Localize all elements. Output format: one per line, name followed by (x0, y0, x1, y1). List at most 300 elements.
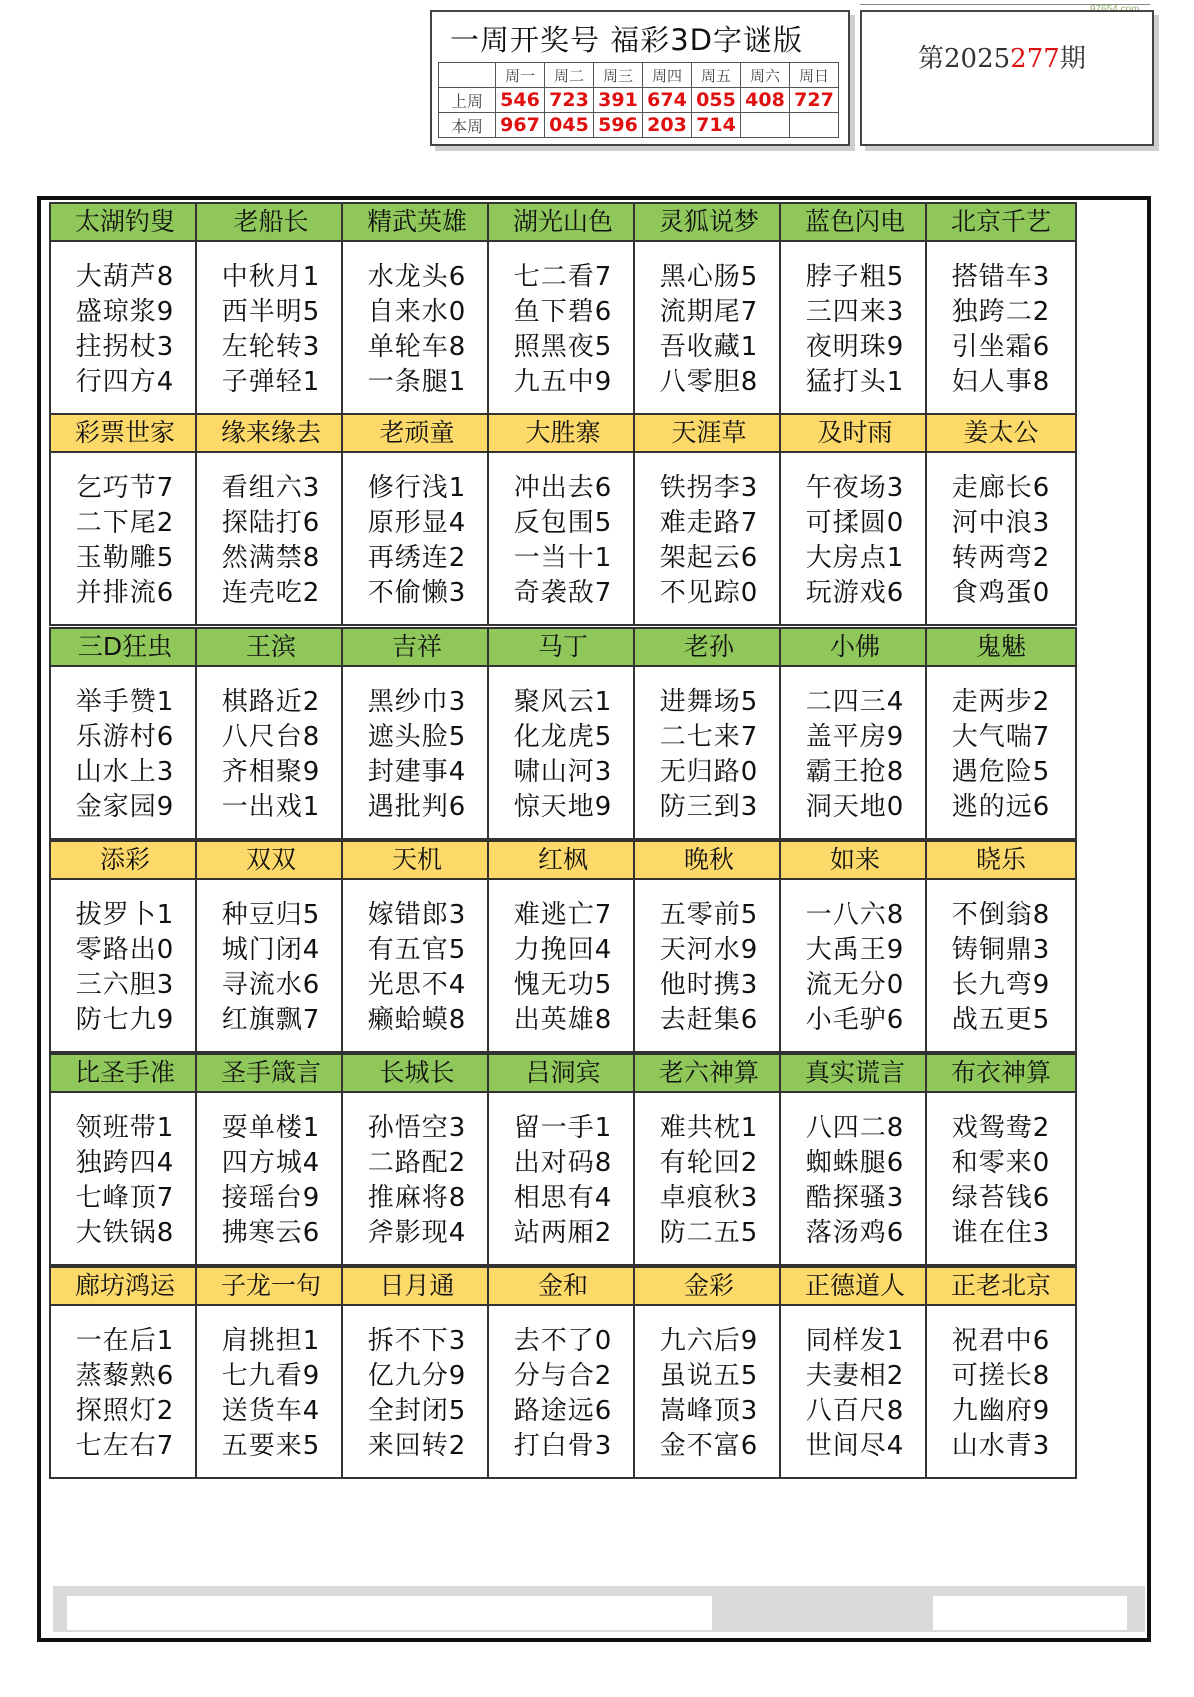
riddle-card-title: 添彩 (49, 840, 201, 880)
riddle-card-body (925, 1304, 1077, 1479)
riddle-line: 孙悟空3 (367, 1113, 467, 1143)
riddle-card (341, 413, 493, 626)
riddle-card (195, 413, 347, 626)
riddle-line: 猛打头1 (805, 367, 905, 397)
riddle-line: 举手赞1 (75, 687, 175, 717)
riddle-line: 引坐霜6 (951, 332, 1051, 362)
riddle-card-title: 王滨 (195, 627, 347, 667)
riddle-card-title: 蓝色闪电 (779, 202, 931, 242)
riddle-line: 虽说五5 (659, 1361, 759, 1391)
riddle-line: 脖子粗5 (805, 262, 905, 292)
riddle-line: 四方城4 (221, 1148, 321, 1178)
riddle-line: 聚风云1 (513, 687, 613, 717)
riddle-card-body (195, 878, 347, 1053)
riddle-line: 玉勒雕5 (75, 543, 175, 573)
riddle-card-title: 鬼魅 (925, 627, 1077, 667)
riddle-card (49, 413, 201, 626)
riddle-line: 难共枕1 (659, 1113, 759, 1143)
riddle-card (633, 627, 785, 840)
riddle-line: 夜明珠9 (805, 332, 905, 362)
riddle-card-title: 晚秋 (633, 840, 785, 880)
riddle-card (341, 1266, 493, 1479)
riddle-line: 霸王抢8 (805, 757, 905, 787)
riddle-line: 二四三4 (805, 687, 905, 717)
footer-blank-right (933, 1596, 1127, 1630)
riddle-card (49, 202, 201, 415)
riddle-card-body (49, 240, 201, 415)
riddle-card-title: 子龙一句 (195, 1266, 347, 1306)
riddle-card (925, 413, 1077, 626)
draw-number: 714 (692, 113, 741, 138)
riddle-line: 戏鸳鸯2 (951, 1113, 1051, 1143)
riddle-line: 蜘蛛腿6 (805, 1148, 905, 1178)
riddle-card-body (49, 1304, 201, 1479)
riddle-line: 送货车4 (221, 1396, 321, 1426)
riddle-line: 和零来0 (951, 1148, 1051, 1178)
riddle-card-body (487, 1304, 639, 1479)
riddle-line: 打白骨3 (513, 1431, 613, 1461)
draw-number: 391 (594, 88, 643, 113)
riddle-card (195, 1266, 347, 1479)
riddle-card-body (341, 1091, 493, 1266)
riddle-card-title: 红枫 (487, 840, 639, 880)
riddle-line: 卓痕秋3 (659, 1183, 759, 1213)
riddle-line: 探照灯2 (75, 1396, 175, 1426)
riddle-line: 红旗飘7 (221, 1005, 321, 1035)
draw-number: 596 (594, 113, 643, 138)
riddle-line: 九五中9 (513, 367, 613, 397)
riddle-card-body (341, 451, 493, 626)
weekly-draw-table (438, 62, 839, 138)
riddle-card (341, 840, 493, 1053)
day-label: 周六 (741, 63, 790, 88)
riddle-card (49, 1053, 201, 1266)
riddle-card-title: 双双 (195, 840, 347, 880)
riddle-line: 不倒翁8 (951, 900, 1051, 930)
riddle-card (633, 1053, 785, 1266)
riddle-card (195, 202, 347, 415)
riddle-card-body (779, 878, 931, 1053)
riddle-card-title: 比圣手准 (49, 1053, 201, 1093)
riddle-line: 大葫芦8 (75, 262, 175, 292)
riddle-card-body (195, 240, 347, 415)
riddle-line: 惊天地9 (513, 792, 613, 822)
riddle-line: 世间尽4 (805, 1431, 905, 1461)
riddle-line: 子弹轻1 (221, 367, 321, 397)
riddle-line: 走廊长6 (951, 473, 1051, 503)
draw-number: 723 (545, 88, 594, 113)
riddle-card-title: 老顽童 (341, 413, 493, 453)
riddle-card-title: 如来 (779, 840, 931, 880)
riddle-card-body (633, 665, 785, 840)
riddle-line: 出英雄8 (513, 1005, 613, 1035)
riddle-line: 玩游戏6 (805, 578, 905, 608)
riddle-line: 接瑶台9 (221, 1183, 321, 1213)
riddle-line: 落汤鸡6 (805, 1218, 905, 1248)
riddle-line: 推麻将8 (367, 1183, 467, 1213)
riddle-card-body (49, 1091, 201, 1266)
riddle-line: 七九看9 (221, 1361, 321, 1391)
riddle-line: 黑纱巾3 (367, 687, 467, 717)
riddle-card-title: 吕洞宾 (487, 1053, 639, 1093)
riddle-card-title: 长城长 (341, 1053, 493, 1093)
riddle-card-title: 灵狐说梦 (633, 202, 785, 242)
day-header-row (439, 63, 839, 88)
riddle-card-title: 太湖钓叟 (49, 202, 201, 242)
riddle-line: 封建事4 (367, 757, 467, 787)
draw-number: 546 (496, 88, 545, 113)
riddle-line: 站两厢2 (513, 1218, 613, 1248)
this-week-row (439, 113, 839, 138)
riddle-line: 中秋月1 (221, 262, 321, 292)
riddle-line: 出对码8 (513, 1148, 613, 1178)
riddle-line: 七二看7 (513, 262, 613, 292)
riddle-line: 祝君中6 (951, 1326, 1051, 1356)
riddle-line: 大禹王9 (805, 935, 905, 965)
riddle-line: 看组六3 (221, 473, 321, 503)
riddle-line: 长九弯9 (951, 970, 1051, 1000)
riddle-card (925, 627, 1077, 840)
riddle-card-body (925, 665, 1077, 840)
riddle-card-title: 北京千艺 (925, 202, 1077, 242)
riddle-line: 有五官5 (367, 935, 467, 965)
riddle-card-title: 天机 (341, 840, 493, 880)
riddle-card (487, 413, 639, 626)
riddle-card (779, 1053, 931, 1266)
riddle-line: 八尺台8 (221, 722, 321, 752)
riddle-card-title: 真实谎言 (779, 1053, 931, 1093)
riddle-line: 酷探骚3 (805, 1183, 905, 1213)
riddle-line: 寻流水6 (221, 970, 321, 1000)
riddle-line: 河中浪3 (951, 508, 1051, 538)
riddle-card-body (779, 1304, 931, 1479)
issue-prefix: 第2025 (918, 44, 1011, 74)
riddle-card-body (925, 878, 1077, 1053)
riddle-line: 难走路7 (659, 508, 759, 538)
riddle-line: 有轮回2 (659, 1148, 759, 1178)
riddle-line: 盖平房9 (805, 722, 905, 752)
riddle-card (341, 1053, 493, 1266)
draw-number (741, 113, 790, 138)
day-label: 周三 (594, 63, 643, 88)
riddle-card-title: 吉祥 (341, 627, 493, 667)
riddle-line: 九六后9 (659, 1326, 759, 1356)
riddle-line: 去赶集6 (659, 1005, 759, 1035)
riddle-card (925, 1266, 1077, 1479)
riddle-card-title: 姜太公 (925, 413, 1077, 453)
riddle-line: 洞天地0 (805, 792, 905, 822)
riddle-line: 可揉圆0 (805, 508, 905, 538)
riddle-card-body (487, 240, 639, 415)
riddle-line: 亿九分9 (367, 1361, 467, 1391)
draw-number: 967 (496, 113, 545, 138)
riddle-line: 城门闭4 (221, 935, 321, 965)
riddle-line: 小毛驴6 (805, 1005, 905, 1035)
divider-line (860, 4, 1150, 5)
riddle-line: 无归路0 (659, 757, 759, 787)
riddle-card-body (779, 451, 931, 626)
riddle-card-body (487, 1091, 639, 1266)
riddle-card-body (633, 1091, 785, 1266)
riddle-card-title: 圣手箴言 (195, 1053, 347, 1093)
riddle-line: 夫妻相2 (805, 1361, 905, 1391)
riddle-card-body (49, 878, 201, 1053)
riddle-line: 照黑夜5 (513, 332, 613, 362)
riddle-line: 难逃亡7 (513, 900, 613, 930)
riddle-card (487, 1266, 639, 1479)
riddle-line: 分与合2 (513, 1361, 613, 1391)
riddle-line: 路途远6 (513, 1396, 613, 1426)
riddle-line: 再绣连2 (367, 543, 467, 573)
riddle-card-title: 天涯草 (633, 413, 785, 453)
riddle-line: 独跨二2 (951, 297, 1051, 327)
riddle-line: 修行浅1 (367, 473, 467, 503)
riddle-card-body (779, 240, 931, 415)
riddle-line: 可搓长8 (951, 1361, 1051, 1391)
riddle-line: 乐游村6 (75, 722, 175, 752)
riddle-line: 不偷懒3 (367, 578, 467, 608)
riddle-line: 逃的远6 (951, 792, 1051, 822)
riddle-card-title: 大胜寨 (487, 413, 639, 453)
riddle-card (487, 1053, 639, 1266)
weekly-draw-title: 一周开奖号 福彩3D字谜版 (450, 23, 803, 57)
riddle-card-title: 精武英雄 (341, 202, 493, 242)
riddle-line: 转两弯2 (951, 543, 1051, 573)
riddle-line: 山水上3 (75, 757, 175, 787)
riddle-line: 遇危险5 (951, 757, 1051, 787)
riddle-line: 一当十1 (513, 543, 613, 573)
riddle-card-body (779, 665, 931, 840)
riddle-card-body (341, 665, 493, 840)
riddle-card-body (487, 665, 639, 840)
riddle-card-body (341, 1304, 493, 1479)
riddle-line: 三四来3 (805, 297, 905, 327)
riddle-line: 去不了0 (513, 1326, 613, 1356)
riddle-line: 癞蛤蟆8 (367, 1005, 467, 1035)
riddle-card-body (925, 240, 1077, 415)
last-week-label: 上周 (439, 88, 496, 113)
riddle-line: 一八六8 (805, 900, 905, 930)
riddle-card-body (487, 451, 639, 626)
riddle-line: 进舞场5 (659, 687, 759, 717)
riddle-card (925, 202, 1077, 415)
riddle-card-title: 老船长 (195, 202, 347, 242)
riddle-line: 绿苔钱6 (951, 1183, 1051, 1213)
riddle-line: 光思不4 (367, 970, 467, 1000)
riddle-line: 自来水0 (367, 297, 467, 327)
riddle-card (49, 840, 201, 1053)
issue-number (918, 38, 1086, 75)
riddle-card (779, 840, 931, 1053)
riddle-card-body (195, 665, 347, 840)
riddle-line: 黑心肠5 (659, 262, 759, 292)
riddle-line: 拂寒云6 (221, 1218, 321, 1248)
riddle-line: 天河水9 (659, 935, 759, 965)
riddle-line: 种豆归5 (221, 900, 321, 930)
riddle-line: 五要来5 (221, 1431, 321, 1461)
riddle-card-title: 布衣神算 (925, 1053, 1077, 1093)
riddle-card-body (341, 878, 493, 1053)
riddle-line: 鱼下碧6 (513, 297, 613, 327)
riddle-line: 然满禁8 (221, 543, 321, 573)
riddle-card-body (633, 240, 785, 415)
riddle-line: 铸铜鼎3 (951, 935, 1051, 965)
riddle-line: 左轮转3 (221, 332, 321, 362)
riddle-line: 连壳吃2 (221, 578, 321, 608)
draw-number: 045 (545, 113, 594, 138)
riddle-card-title: 金彩 (633, 1266, 785, 1306)
riddle-line: 乞巧节7 (75, 473, 175, 503)
riddle-line: 探陆打6 (221, 508, 321, 538)
riddle-line: 流无分0 (805, 970, 905, 1000)
riddle-line: 战五更5 (951, 1005, 1051, 1035)
riddle-line: 妇人事8 (951, 367, 1051, 397)
riddle-line: 嵩峰顶3 (659, 1396, 759, 1426)
riddle-line: 拄拐杖3 (75, 332, 175, 362)
riddle-card (487, 840, 639, 1053)
riddle-line: 七左右7 (75, 1431, 175, 1461)
riddle-line: 领班带1 (75, 1113, 175, 1143)
riddle-line: 金不富6 (659, 1431, 759, 1461)
riddle-card-title: 晓乐 (925, 840, 1077, 880)
riddle-line: 反包围5 (513, 508, 613, 538)
draw-number: 727 (790, 88, 839, 113)
riddle-card (779, 202, 931, 415)
day-label: 周日 (790, 63, 839, 88)
riddle-card-title: 金和 (487, 1266, 639, 1306)
riddle-line: 拔罗卜1 (75, 900, 175, 930)
riddle-card-body (925, 451, 1077, 626)
draw-number: 055 (692, 88, 741, 113)
riddle-line: 西半明5 (221, 297, 321, 327)
riddle-line: 留一手1 (513, 1113, 613, 1143)
riddle-line: 独跨四4 (75, 1148, 175, 1178)
riddle-line: 防三到3 (659, 792, 759, 822)
riddle-line: 相思有4 (513, 1183, 613, 1213)
riddle-line: 防七九9 (75, 1005, 175, 1035)
riddle-card-body (779, 1091, 931, 1266)
riddle-line: 七峰顶7 (75, 1183, 175, 1213)
riddle-card-title: 湖光山色 (487, 202, 639, 242)
riddle-card (195, 840, 347, 1053)
riddle-line: 化龙虎5 (513, 722, 613, 752)
riddle-card-body (49, 451, 201, 626)
riddle-line: 搭错车3 (951, 262, 1051, 292)
riddle-line: 吾收藏1 (659, 332, 759, 362)
riddle-line: 九幽府9 (951, 1396, 1051, 1426)
riddle-line: 同样发1 (805, 1326, 905, 1356)
riddle-line: 大房点1 (805, 543, 905, 573)
riddle-line: 午夜场3 (805, 473, 905, 503)
riddle-line: 奇袭敌7 (513, 578, 613, 608)
riddle-line: 他时携3 (659, 970, 759, 1000)
day-label: 周五 (692, 63, 741, 88)
riddle-line: 五零前5 (659, 900, 759, 930)
footer-blank-left (67, 1596, 712, 1630)
riddle-grid (37, 196, 1151, 1642)
riddle-line: 肩挑担1 (221, 1326, 321, 1356)
riddle-line: 遇批判6 (367, 792, 467, 822)
riddle-card-body (487, 878, 639, 1053)
riddle-line: 山水青3 (951, 1431, 1051, 1461)
riddle-card-body (195, 1091, 347, 1266)
riddle-line: 原形显4 (367, 508, 467, 538)
riddle-card (341, 202, 493, 415)
riddle-card (779, 413, 931, 626)
riddle-card (49, 627, 201, 840)
riddle-card-title: 日月通 (341, 1266, 493, 1306)
riddle-card-body (633, 1304, 785, 1479)
riddle-card-title: 正德道人 (779, 1266, 931, 1306)
riddle-card-body (925, 1091, 1077, 1266)
riddle-card (487, 202, 639, 415)
draw-number: 203 (643, 113, 692, 138)
riddle-line: 大铁锅8 (75, 1218, 175, 1248)
riddle-line: 一在后1 (75, 1326, 175, 1356)
riddle-card-title: 及时雨 (779, 413, 931, 453)
riddle-card-title: 小佛 (779, 627, 931, 667)
footer-bar (53, 1586, 1145, 1632)
last-week-row (439, 88, 839, 113)
issue-box (860, 10, 1154, 146)
riddle-card (195, 627, 347, 840)
riddle-card (925, 1053, 1077, 1266)
riddle-card-body (633, 451, 785, 626)
riddle-line: 盛琼浆9 (75, 297, 175, 327)
riddle-line: 八零胆8 (659, 367, 759, 397)
riddle-card (779, 627, 931, 840)
riddle-line: 架起云6 (659, 543, 759, 573)
riddle-card (341, 627, 493, 840)
riddle-line: 耍单楼1 (221, 1113, 321, 1143)
riddle-line: 八百尺8 (805, 1396, 905, 1426)
riddle-card-title: 三D狂虫 (49, 627, 201, 667)
draw-number (790, 113, 839, 138)
riddle-card-title: 正老北京 (925, 1266, 1077, 1306)
riddle-card-body (341, 240, 493, 415)
riddle-card (925, 840, 1077, 1053)
riddle-line: 啸山河3 (513, 757, 613, 787)
riddle-card (633, 840, 785, 1053)
riddle-line: 遮头脸5 (367, 722, 467, 752)
riddle-card (195, 1053, 347, 1266)
issue-suffix: 期 (1059, 44, 1086, 74)
riddle-line: 蒸藜熟6 (75, 1361, 175, 1391)
riddle-line: 一条腿1 (367, 367, 467, 397)
riddle-line: 二路配2 (367, 1148, 467, 1178)
riddle-card-title: 廊坊鸿运 (49, 1266, 201, 1306)
riddle-card-title: 彩票世家 (49, 413, 201, 453)
riddle-card (49, 1266, 201, 1479)
riddle-line: 不见踪0 (659, 578, 759, 608)
riddle-line: 流期尾7 (659, 297, 759, 327)
riddle-line: 金家园9 (75, 792, 175, 822)
riddle-line: 二七来7 (659, 722, 759, 752)
riddle-card-title: 马丁 (487, 627, 639, 667)
riddle-line: 拆不下3 (367, 1326, 467, 1356)
issue-number-red: 277 (1010, 44, 1060, 74)
riddle-line: 零路出0 (75, 935, 175, 965)
riddle-line: 水龙头6 (367, 262, 467, 292)
riddle-line: 一出戏1 (221, 792, 321, 822)
riddle-card (487, 627, 639, 840)
day-label: 周二 (545, 63, 594, 88)
riddle-card-body (633, 878, 785, 1053)
riddle-line: 走两步2 (951, 687, 1051, 717)
riddle-card (633, 1266, 785, 1479)
riddle-card-body (49, 665, 201, 840)
riddle-line: 三六胆3 (75, 970, 175, 1000)
